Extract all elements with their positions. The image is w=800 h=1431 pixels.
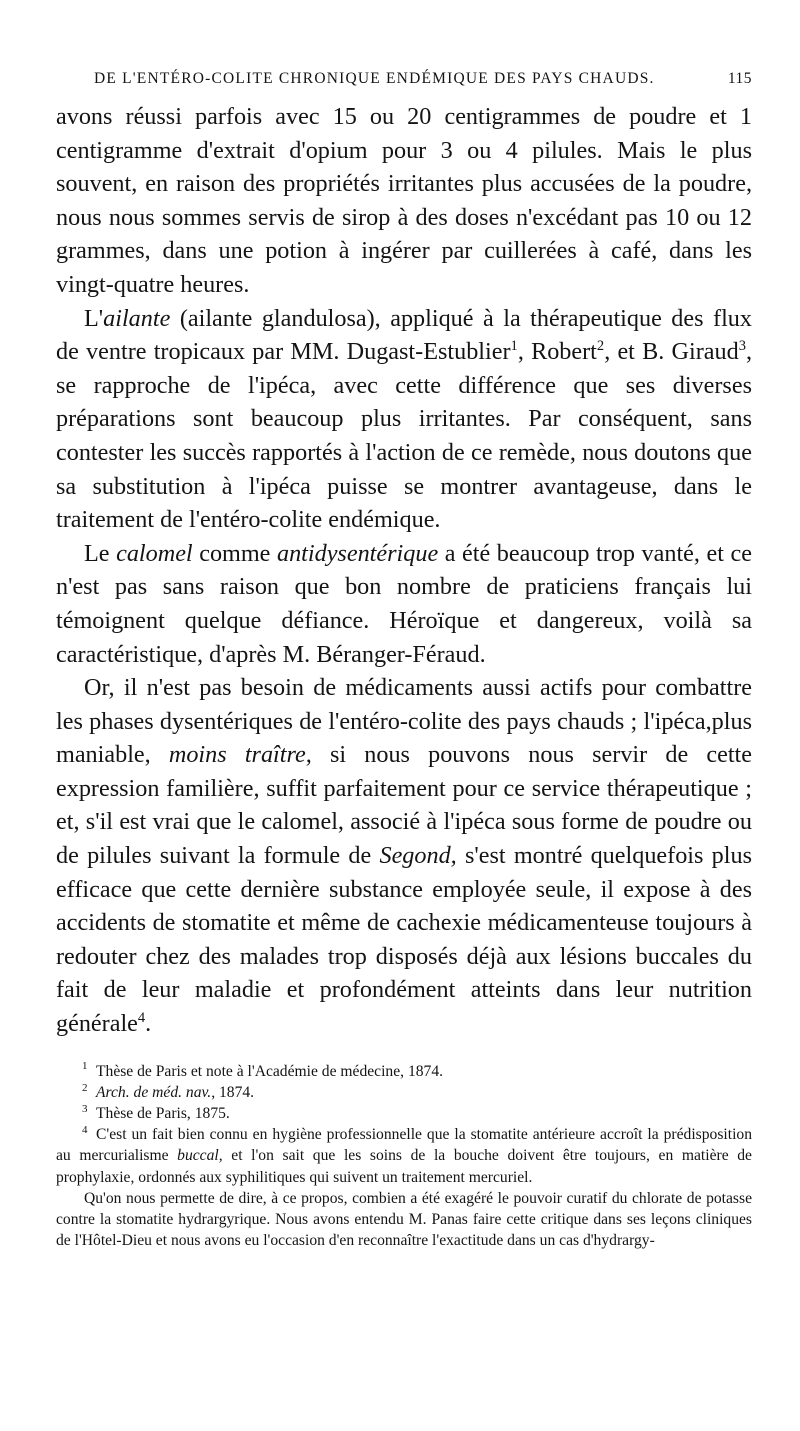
term-moins-traitre: moins traître, (168, 741, 312, 769)
p4-text-1: Or, il n'est pas besoin de médicaments aussi actifs pour combattre les phases dysentériques de l'entéro-colite des pays chauds ; l'ipéca,plus maniable, (56, 674, 752, 769)
p2-text-4: , se rapproche de l'ipéca, avec cette différence que ses diverses préparations sont beaucoup plus irritantes. Par conséquent, sans contester les succès rapportés à l'action de ce remède, nous doutons que sa substitution à l'ipéca puisse se montrer avantageuse, dans le traitement de l'entéro-colite endémique. (56, 338, 752, 534)
footnote-3: 3 Thèse de Paris, 1875. (82, 1102, 230, 1123)
p2-text-3: , et B. Giraud (604, 338, 739, 366)
running-head-title: DE L'ENTÉRO-COLITE CHRONIQUE ENDÉMIQUE DES PAYS CHAUDS. (94, 70, 655, 87)
footnote-ref-4: 4 (137, 1009, 146, 1026)
term-buccal: buccal, (177, 1147, 223, 1165)
footnote-ref-3: 3 (738, 338, 746, 355)
footnote-ref-2: 2 (596, 338, 605, 355)
page-number: 115 (727, 70, 752, 87)
footnote-2-journal: Arch. de méd. nav. (96, 1083, 212, 1101)
term-ailante: ailante (103, 304, 171, 332)
paragraph-1: avons réussi parfois avec 15 ou 20 centigrammes de poudre et 1 centigramme d'extrait d'opium pour 3 ou 4 pilules. Mais le plus souvent, en raison des propriétés irritantes plus accusées de la poudre, nous nous sommes servis de sirop à des doses n'excédant pas 10 ou 12 grammes, dans une potion à ingérer par cuillerées à café, dans les vingt-quatre heures. (56, 103, 752, 298)
body-text (56, 100, 752, 1041)
footnote-3-text: Thèse de Paris, 1875. (96, 1105, 230, 1123)
p4-text-4: . (145, 1010, 152, 1038)
term-calomel: calomel (116, 539, 193, 567)
p3-text-1: Le (84, 539, 117, 567)
footnote-4: 4 C'est un fait bien connu en hygiène professionnelle que la stomatite antérieure accroît la prédisposition au mercurialisme buccal, et l'on sait que les soins de la bouche doivent être toujours, en matière de prophylaxie, ordonnés aux syphilitiques qui suivent un traitement mercuriel. (56, 1124, 752, 1186)
p3-text-3: a été beaucoup trop vanté, et ce n'est pas sans raison que bon nombre de praticiens français lui témoignent quelque défiance. Héroïque et dangereux, voilà sa caractéristique, d'après M. Béranger-Féraud. (56, 539, 752, 668)
book-page (56, 70, 752, 1251)
p4-text-3: s'est montré quelquefois plus efficace que cette dernière substance employée seule, il expose à des accidents de stomatite et même de cachexie médicamenteuse toujours à redouter chez des malades trop disposés déjà aux lésions buccales du fait de leur maladie et profondément atteints dans leur nutrition générale (56, 842, 752, 1038)
p4-text-2: si nous pouvons nous servir de cette expression familière, suffit parfaitement pour ce service thérapeutique ; et, s'il est vrai que le calomel, associé à l'ipéca sous forme de poudre ou de pilules suivant la formule de (56, 741, 752, 870)
footnotes (56, 1061, 752, 1252)
footnote-2-text: , 1874. (211, 1083, 255, 1101)
paragraph-ipeca (56, 671, 752, 1041)
paragraph-calomel (56, 537, 752, 671)
footnote-ref-1: 1 (510, 338, 518, 355)
footnote-2: 2 Arch. de méd. nav., 1874. (82, 1081, 255, 1101)
footnote-4-continuation: Qu'on nous permette de dire, à ce propos, combien a été exagéré le pouvoir curatif du chlorate de potasse contre la stomatite hydrargyrique. Nous avons entendu M. Panas faire cette critique dans ses leçons cliniques de l'Hôtel-Dieu et nous avons eu l'occasion d'en reconnaître l'exactitude dans un cas d'hydrargy- (56, 1189, 752, 1250)
term-antidysenterique: antidysentérique (276, 539, 439, 567)
p2-prefix: L' (84, 304, 104, 332)
p2-text-1: (ailante glandulosa), appliqué à la thérapeutique des flux de ventre tropicaux par MM. Dugast-Estublier (56, 304, 752, 366)
running-head (56, 70, 752, 100)
footnote-1-text: Thèse de Paris et note à l'Académie de médecine, 1874. (96, 1062, 444, 1080)
p2-text-2: , Robert (517, 338, 597, 366)
footnote-4-text-1: C'est un fait bien connu en hygiène professionnelle que la stomatite antérieure accroît la prédisposition au mercurialisme (56, 1126, 752, 1165)
paragraph-ailante (56, 302, 752, 537)
term-segond: Segond, (379, 842, 457, 870)
p3-text-2: comme (192, 539, 277, 567)
footnote-4-text-2: et l'on sait que les soins de la bouche doivent être toujours, en matière de prophylaxie, ordonnés aux syphilitiques qui suivent un traitement mercuriel. (56, 1147, 752, 1186)
footnote-1: 1 Thèse de Paris et note à l'Académie de médecine, 1874. (82, 1060, 444, 1080)
